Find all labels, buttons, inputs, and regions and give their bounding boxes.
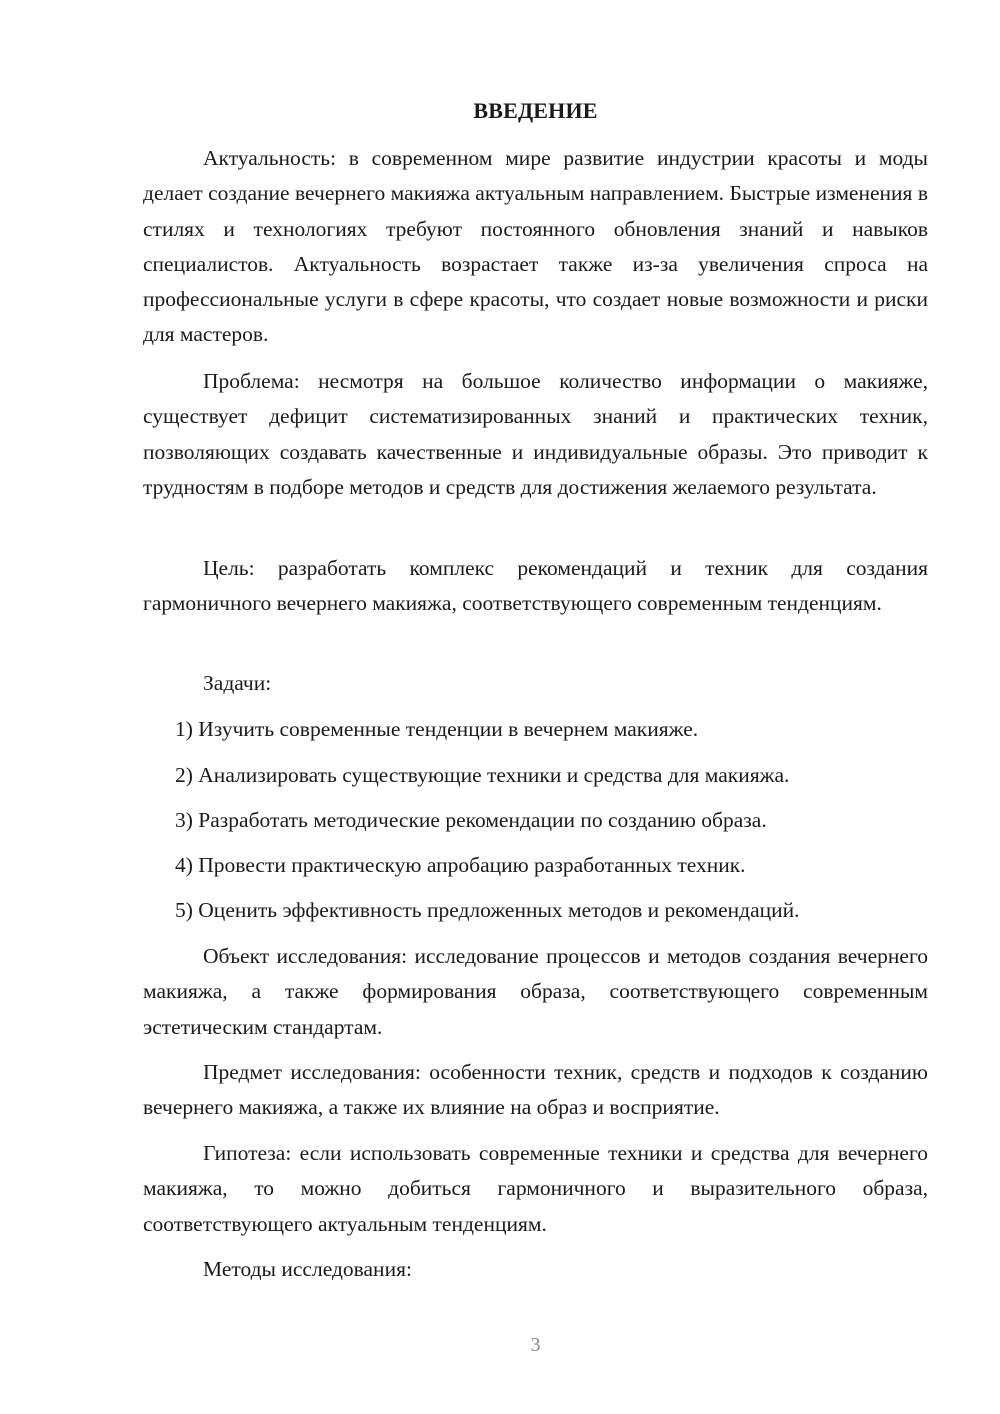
section-heading: ВВЕДЕНИЕ — [473, 98, 598, 123]
page-number: 3 — [530, 1334, 541, 1356]
methods-label: Методы исследования: — [203, 1257, 412, 1281]
task-item-3: 3) Разработать методические рекомендации по созданию образа. — [175, 808, 767, 832]
goal-paragraph: Цель: разработать комплекс рекомендаций и техник для создания гармоничного вечернего макияжа, соответствующего современным тенденциям. — [143, 556, 928, 616]
research-subject-paragraph: Предмет исследования: особенности техник, средств и подходов к созданию вечернего макияжа, а также их влияние на образ и восприятие. — [143, 1060, 928, 1120]
problem-paragraph: Проблема: несмотря на большое количество информации о макияже, существует дефицит систематизированных знаний и практических техник, позволяющих создавать качественные и индивидуальные образы. Это приводит к трудностям в подборе методов и средств для достижения желаемого результата. — [143, 369, 928, 499]
tasks-label: Задачи: — [203, 671, 272, 695]
hypothesis-paragraph: Гипотеза: если использовать современные техники и средства для вечернего макияжа, то можно добиться гармоничного и выразительного образа, соответствующего актуальным тенденциям. — [143, 1141, 928, 1236]
document-page — [143, 0, 928, 1414]
task-item-2: 2) Анализировать существующие техники и средства для макияжа. — [175, 763, 790, 787]
task-item-5: 5) Оценить эффективность предложенных методов и рекомендаций. — [175, 898, 800, 922]
relevance-paragraph: Актуальность: в современном мире развитие индустрии красоты и моды делает создание вечернего макияжа актуальным направлением. Быстрые изменения в стилях и технологиях требуют постоянного обновления знаний и навыков специалистов. Актуальность возрастает также из-за увеличения спроса на профессиональные услуги в сфере красоты, что создает новые возможности и риски для мастеров. — [143, 146, 928, 347]
research-object-paragraph: Объект исследования: исследование процессов и методов создания вечернего макияжа, а также формирования образа, соответствующего современным эстетическим стандартам. — [143, 944, 928, 1039]
task-item-4: 4) Провести практическую апробацию разработанных техник. — [175, 853, 746, 877]
task-item-1: 1) Изучить современные тенденции в вечернем макияже. — [175, 717, 699, 741]
